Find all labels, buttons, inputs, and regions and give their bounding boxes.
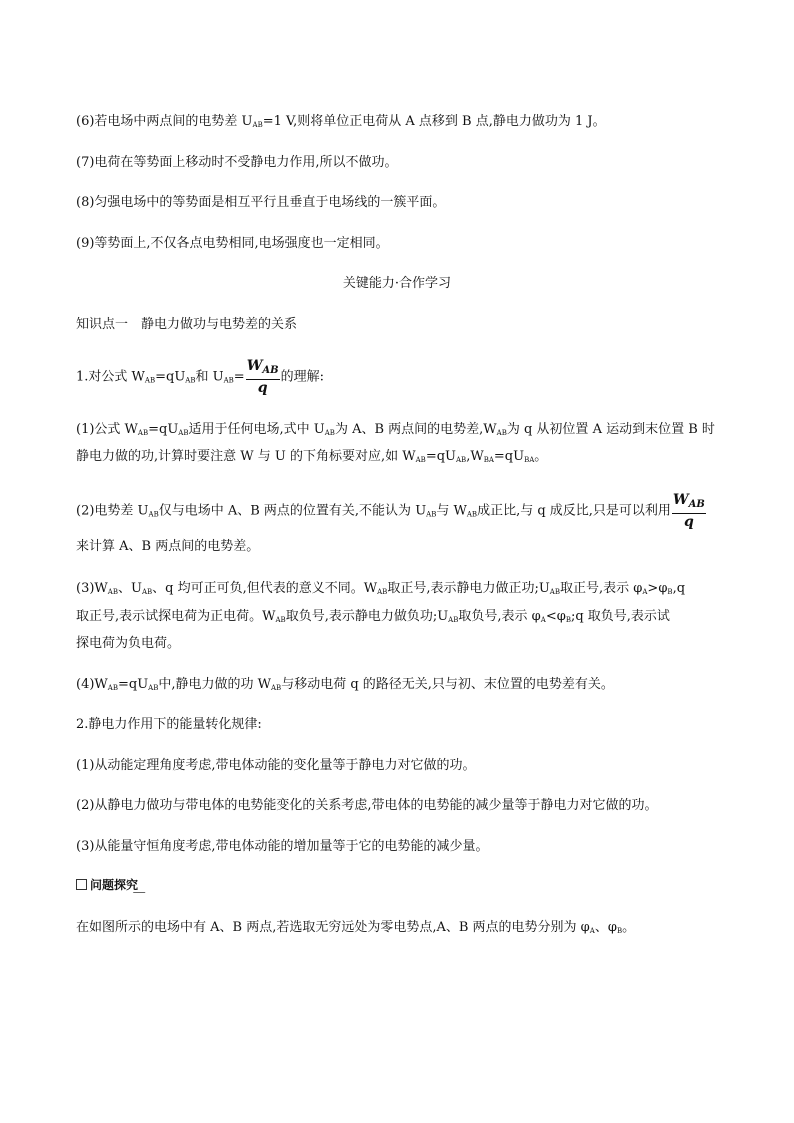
point-1-1-line-1 — [76, 421, 715, 442]
text: 与移动电荷 q 的路径无关,只与初、末位置的电势差有关。 — [281, 677, 614, 692]
subscript: AB — [415, 456, 426, 464]
text: =1 V,则将单位正电荷从 A 点移到 B 点,静电力做功为 1 J。 — [262, 114, 606, 129]
subscript: AB — [262, 365, 279, 376]
subscript: AB — [144, 376, 156, 385]
text: 。 — [534, 449, 548, 464]
text: (3)W — [76, 581, 108, 596]
inquiry-badge — [76, 877, 148, 893]
point-2-3: (3)从能量守恒角度考虑,带电体动能的增加量等于它的电势能的减少量。 — [76, 839, 489, 854]
subscript: AB — [271, 684, 282, 692]
subscript: AB — [223, 376, 234, 385]
point-1-4 — [76, 676, 614, 697]
text: 取负号,表示静电力做负功;U — [285, 609, 449, 624]
subscript: AB — [275, 616, 286, 624]
item-9: (9)等势面上,不仅各点电势相同,电场强度也一定相同。 — [76, 236, 389, 251]
text: 仅与电场中 A、B 两点的位置有关,不能认为 U — [158, 503, 427, 519]
text: (6)若电场中两点间的电势差 U — [76, 114, 253, 129]
fraction-numerator — [246, 358, 280, 380]
point-1-heading — [76, 358, 324, 399]
section-title: 关键能力·合作学习 — [342, 276, 452, 291]
subscript: AB — [178, 429, 189, 437]
text: =qU — [425, 449, 456, 464]
text: (4)W — [76, 677, 108, 692]
subscript: AB — [141, 588, 153, 596]
fraction-denominator: q — [257, 380, 268, 396]
text: 的理解: — [280, 369, 325, 385]
fraction-denominator: q — [684, 514, 694, 530]
point-1-2-line-1 — [76, 492, 707, 533]
text: 中,静电力做的功 W — [158, 677, 271, 692]
text: W — [672, 492, 689, 508]
text: <φ — [545, 609, 566, 624]
text: 和 U — [195, 369, 224, 385]
subscript: B — [667, 588, 673, 596]
fraction-numerator — [672, 492, 706, 514]
subscript: AB — [185, 376, 196, 385]
subscript: AB — [252, 121, 263, 129]
subscript: AB — [549, 588, 560, 596]
subscript: A — [642, 588, 648, 596]
text: 为 A、B 两点间的电势差,W — [334, 422, 497, 437]
point-2-1: (1)从动能定理角度考虑,带电体动能的变化量等于静电力对它做的功。 — [76, 758, 476, 773]
subscript: BA — [483, 456, 494, 464]
text: (1)公式 W — [76, 422, 138, 437]
item-7: (7)电荷在等势面上移动时不受静电力作用,所以不做功。 — [76, 155, 398, 170]
text: =qU — [155, 369, 186, 385]
text: 静电力做的功,计算时要注意 W 与 U 的下角标要对应,如 W — [76, 449, 416, 464]
text: 为 q 从初位置 A 运动到末位置 B 时 — [506, 422, 715, 437]
subscript: AB — [448, 616, 459, 624]
text: W — [246, 358, 263, 374]
text: =qU — [493, 449, 525, 464]
subscript: BA — [524, 456, 535, 464]
text: 1.对公式 W — [76, 369, 145, 385]
text: 与 W — [436, 503, 467, 519]
point-2-2: (2)从静电力做功与带电体的电势能变化的关系考虑,带电体的电势能的减少量等于静电力对它做的功。 — [76, 798, 658, 813]
text: 、φ — [594, 920, 617, 935]
subscript: AB — [324, 429, 335, 437]
subscript: AB — [107, 684, 118, 692]
subscript: AB — [107, 588, 118, 596]
point-1-2-line-2: 来计算 A、B 两点间的电势差。 — [76, 539, 260, 554]
subscript: A — [540, 616, 546, 624]
subscript: AB — [466, 510, 478, 519]
point-2-heading: 2.静电力作用下的能量转化规律: — [76, 717, 262, 732]
subscript: AB — [148, 684, 159, 692]
square-icon — [76, 879, 87, 890]
subscript: AB — [377, 588, 388, 596]
text: >φ — [647, 581, 668, 596]
knowledge-point-title: 知识点一 静电力做功与电势差的关系 — [76, 317, 298, 332]
text: 取负号,表示 φ — [458, 609, 541, 624]
point-1-3-line-1 — [76, 580, 685, 601]
subscript: AB — [455, 456, 467, 464]
point-1-3-line-3: 探电荷为负电荷。 — [76, 636, 181, 651]
text: =qU — [117, 677, 149, 692]
text: =qU — [148, 422, 179, 437]
subscript: AB — [137, 429, 149, 437]
text: 取正号,表示静电力做正功;U — [387, 581, 550, 596]
text: ;q 取负号,表示试 — [570, 609, 670, 624]
text: 、q 均可正可负,但代表的意义不同。W — [152, 581, 378, 596]
subscript: A — [589, 927, 595, 935]
text: 、U — [117, 581, 142, 596]
point-1-3-line-2 — [76, 608, 670, 629]
subscript: AB — [148, 510, 159, 519]
subscript: AB — [496, 429, 507, 437]
inquiry-badge-label: 问题探究 — [90, 878, 139, 892]
subscript: B — [616, 927, 623, 935]
text: ,q — [672, 581, 686, 596]
text: (2)电势差 U — [76, 503, 149, 519]
fraction-w-over-q — [246, 358, 280, 396]
point-1-1-line-2 — [76, 448, 547, 469]
text: 在如图所示的电场中有 A、B 两点,若选取无穷远处为零电势点,A、B 两点的电势分别为 φ — [76, 920, 590, 935]
inquiry-text — [76, 919, 635, 940]
text: 取正号,表示试探电荷为正电荷。W — [76, 609, 276, 624]
text: = — [233, 369, 245, 385]
text: 取正号,表示 φ — [559, 581, 643, 596]
item-6 — [76, 113, 606, 134]
subscript: B — [565, 616, 571, 624]
item-8: (8)匀强电场中的等势面是相互平行且垂直于电场线的一簇平面。 — [76, 195, 446, 210]
text: 成正比,与 q 成反比,只是可以利用 — [477, 503, 671, 519]
text: 。 — [622, 920, 636, 935]
text: 适用于任何电场,式中 U — [188, 422, 325, 437]
subscript: AB — [426, 510, 437, 519]
fraction-w-over-q — [672, 492, 706, 530]
subscript: AB — [688, 499, 705, 510]
text: ,W — [466, 449, 484, 464]
